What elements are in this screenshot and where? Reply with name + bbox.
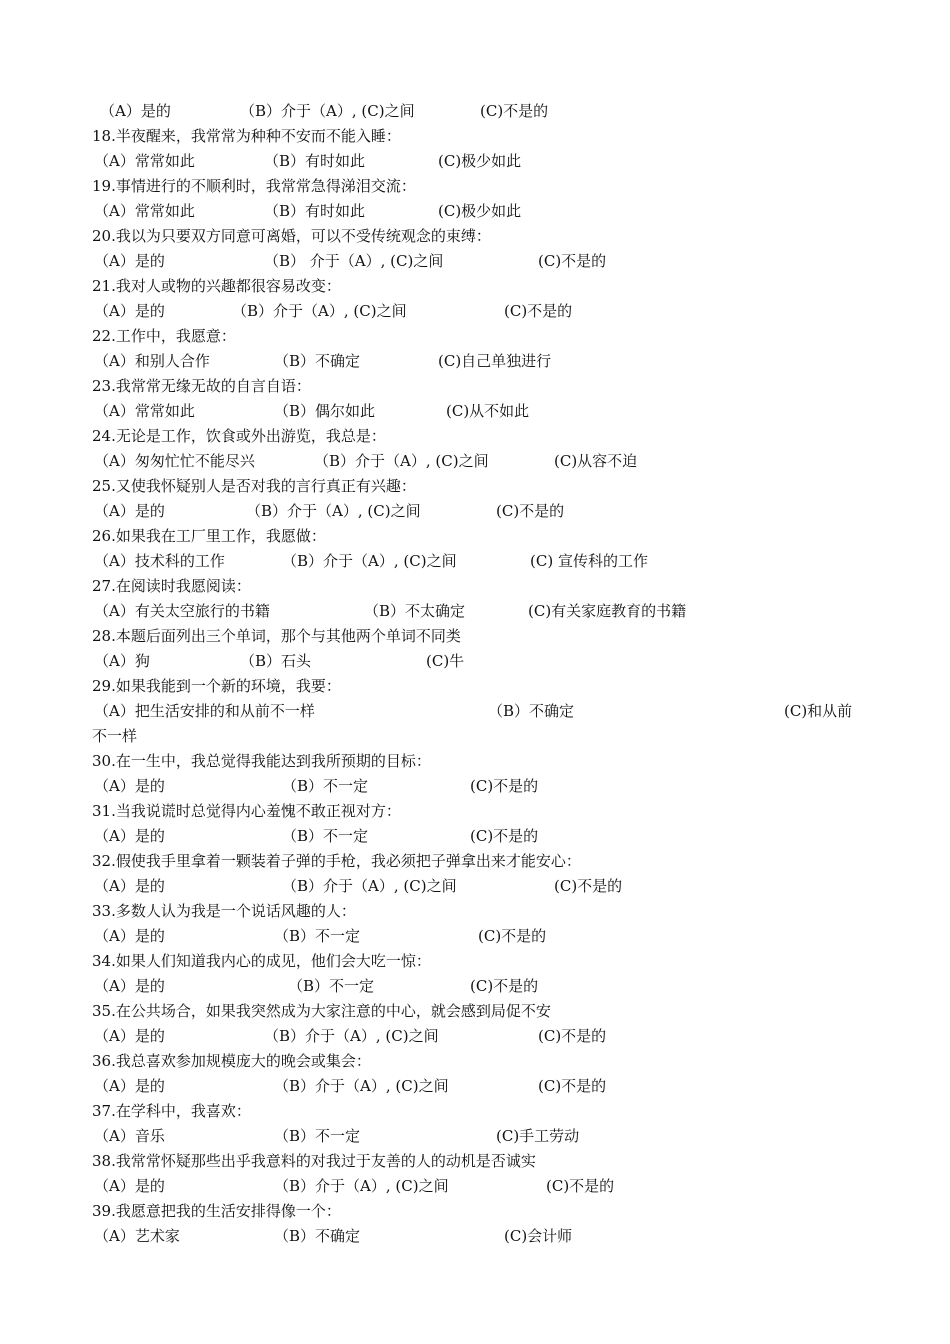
option-a: （A）是的 [94,977,165,995]
option-b: （B）有时如此 [264,202,366,220]
option-a: （A）艺术家 [94,1227,180,1245]
option-a: （A）常常如此 [94,152,195,170]
option-a: （A）常常如此 [94,402,195,420]
option-a: （A）是的 [94,252,165,270]
option-b: （B）介于（A）, (C)之间 [274,1177,449,1195]
option-c: (C)从容不迫 [554,452,638,470]
option-b: （B）介于（A）, (C)之间 [274,1077,449,1095]
option-b: （B） 介于（A）, (C)之间 [264,252,444,270]
option-c: (C)手工劳动 [496,1127,580,1145]
option-b: （B）不确定 [274,352,361,370]
question-36: 36.我总喜欢参加规模庞大的晚会或集会： [92,1052,371,1070]
question-39: 39.我愿意把我的生活安排得像一个： [92,1202,341,1220]
option-b: （B）不一定 [288,977,375,995]
option-a: （A）是的 [94,1177,165,1195]
question-18: 18.半夜醒来，我常常为种种不安而不能入睡： [92,127,401,145]
question-22: 22.工作中，我愿意： [92,327,236,345]
option-c: (C)不是的 [478,927,547,945]
option-c: (C)不是的 [470,977,539,995]
question-38: 38.我常常怀疑那些出乎我意料的对我过于友善的人的动机是否诚实 [92,1152,536,1170]
question-27: 27.在阅读时我愿阅读： [92,577,251,595]
option-b: （B）不太确定 [364,602,466,620]
question-29: 29.如果我能到一个新的环境，我要： [92,677,341,695]
option-c: (C)不是的 [554,877,623,895]
question-24: 24.无论是工作，饮食或外出游览，我总是： [92,427,386,445]
option-c: (C) 宣传科的工作 [530,552,648,570]
option-b: （B）不确定 [488,702,575,720]
option-c-continuation: 不一样 [92,727,138,745]
option-a: （A）狗 [94,652,150,670]
option-c: (C)极少如此 [438,152,522,170]
question-34: 34.如果人们知道我内心的成见，他们会大吃一惊： [92,952,431,970]
option-b: （B）不一定 [282,827,369,845]
option-b: （B）介于（A）, (C)之间 [282,877,457,895]
option-c: (C)不是的 [504,302,573,320]
option-b: （B）不一定 [274,927,361,945]
option-c: (C)不是的 [496,502,565,520]
option-a: （A）音乐 [94,1127,165,1145]
option-c: (C)不是的 [470,777,539,795]
question-28: 28.本题后面列出三个单词，那个与其他两个单词不同类 [92,627,461,645]
option-c: (C)有关家庭教育的书籍 [528,602,687,620]
option-a: （A）是的 [94,302,165,320]
question-32: 32.假使我手里拿着一颗装着子弹的手枪，我必须把子弹拿出来才能安心： [92,852,581,870]
option-b: （B）介于（A）, (C)之间 [282,552,457,570]
option-c: (C)不是的 [538,252,607,270]
option-a: （A）常常如此 [94,202,195,220]
question-25: 25.又使我怀疑别人是否对我的言行真正有兴趣： [92,477,416,495]
option-b: （B）不一定 [274,1127,361,1145]
option-b: （B）介于（A）, (C)之间 [264,1027,439,1045]
question-31: 31.当我说谎时总觉得内心羞愧不敢正视对方： [92,802,401,820]
option-c: (C)不是的 [546,1177,615,1195]
option-a: （A）是的 [100,102,171,120]
option-c: (C)不是的 [538,1027,607,1045]
question-35: 35.在公共场合，如果我突然成为大家注意的中心，就会感到局促不安 [92,1002,551,1020]
option-b: （B）介于（A）, (C)之间 [314,452,489,470]
question-26: 26.如果我在工厂里工作，我愿做： [92,527,326,545]
question-20: 20.我以为只要双方同意可离婚，可以不受传统观念的束缚： [92,227,491,245]
option-a: （A）是的 [94,1077,165,1095]
option-a: （A）是的 [94,877,165,895]
option-b: （B）介于（A）, (C)之间 [232,302,407,320]
option-b: （B）介于（A）, (C)之间 [246,502,421,520]
option-c: (C)自己单独进行 [438,352,552,370]
question-19: 19.事情进行的不顺利时，我常常急得涕泪交流： [92,177,416,195]
option-a: （A）和别人合作 [94,352,210,370]
option-b: （B）不一定 [282,777,369,795]
option-b: （B）不确定 [274,1227,361,1245]
option-c: (C)牛 [426,652,465,670]
option-a: （A）是的 [94,927,165,945]
option-b: （B）有时如此 [264,152,366,170]
option-a: （A）有关太空旅行的书籍 [94,602,270,620]
option-a: （A）匆匆忙忙不能尽兴 [94,452,255,470]
option-c: (C)和从前 [784,702,853,720]
option-a: （A）是的 [94,502,165,520]
question-21: 21.我对人或物的兴趣都很容易改变： [92,277,341,295]
question-37: 37.在学科中，我喜欢： [92,1102,251,1120]
option-c: (C)不是的 [538,1077,607,1095]
option-b: （B）介于（A）, (C)之间 [240,102,415,120]
option-c: (C)会计师 [504,1227,573,1245]
option-c: (C)不是的 [480,102,549,120]
option-b: （B）石头 [240,652,312,670]
question-30: 30.在一生中，我总觉得我能达到我所预期的目标： [92,752,431,770]
option-b: （B）偶尔如此 [274,402,376,420]
question-33: 33.多数人认为我是一个说话风趣的人： [92,902,356,920]
option-c: (C)从不如此 [446,402,530,420]
option-a: （A）把生活安排的和从前不一样 [94,702,315,720]
option-c: (C)极少如此 [438,202,522,220]
option-c: (C)不是的 [470,827,539,845]
option-a: （A）是的 [94,777,165,795]
option-a: （A）是的 [94,827,165,845]
question-23: 23.我常常无缘无故的自言自语： [92,377,311,395]
option-a: （A）是的 [94,1027,165,1045]
option-a: （A）技术科的工作 [94,552,225,570]
